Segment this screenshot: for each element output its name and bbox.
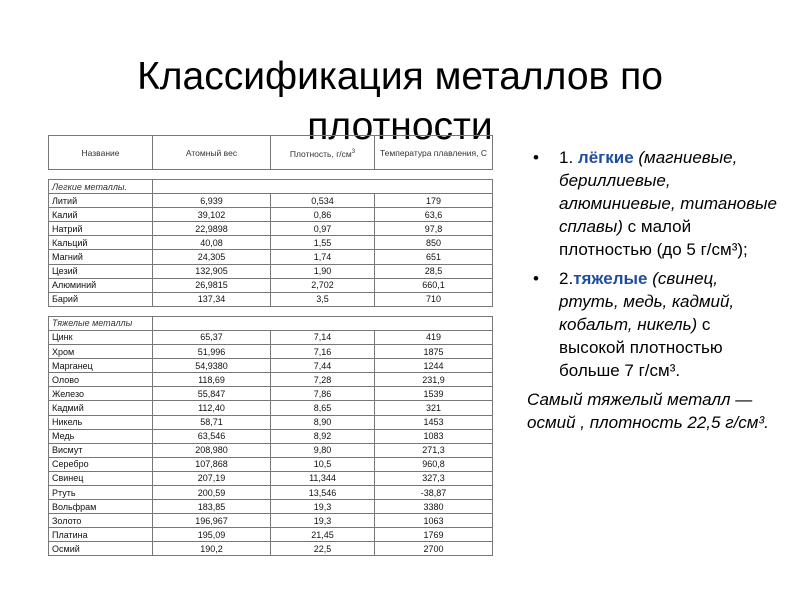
table-header-row xyxy=(49,136,493,170)
melting-point-cell: 1083 xyxy=(375,429,493,443)
table-row xyxy=(49,330,493,344)
density-cell: 7,28 xyxy=(271,373,375,387)
atomic-weight-cell: 26,9815 xyxy=(153,278,271,292)
melting-point-cell: 660,1 xyxy=(375,278,493,292)
density-cell: 8,90 xyxy=(271,415,375,429)
metal-name-cell: Платина xyxy=(49,528,153,542)
metal-name-cell: Барий xyxy=(49,292,153,306)
atomic-weight-cell: 208,980 xyxy=(153,443,271,457)
atomic-weight-cell: 39,102 xyxy=(153,208,271,222)
density-cell: 8,65 xyxy=(271,401,375,415)
melting-point-cell: 1769 xyxy=(375,528,493,542)
metal-name-cell: Алюминий xyxy=(49,278,153,292)
atomic-weight-cell: 54,9380 xyxy=(153,359,271,373)
atomic-weight-cell: 200,59 xyxy=(153,485,271,499)
table-row xyxy=(49,222,493,236)
atomic-weight-cell: 207,19 xyxy=(153,471,271,485)
melting-point-cell: 2700 xyxy=(375,542,493,556)
item-description: с высокой плотностью больше 7 г/см³. xyxy=(559,315,723,380)
table-body xyxy=(49,170,493,556)
spacer-cell xyxy=(49,306,153,316)
group-label: Тяжелые металлы xyxy=(49,316,153,330)
header-atomic-weight: Атомный вес xyxy=(153,136,271,170)
header-density-sup: 3 xyxy=(351,148,356,155)
header-density-text: Плотность, г/см xyxy=(289,148,352,159)
atomic-weight-cell: 196,967 xyxy=(153,514,271,528)
header-name: Название xyxy=(49,136,153,170)
melting-point-cell: 1539 xyxy=(375,387,493,401)
density-cell: 1,55 xyxy=(271,236,375,250)
density-cell: 0,86 xyxy=(271,208,375,222)
spacer-cell xyxy=(271,170,375,180)
metal-name-cell: Литий xyxy=(49,194,153,208)
melting-point-cell: 321 xyxy=(375,401,493,415)
density-cell: 7,14 xyxy=(271,330,375,344)
density-cell: 3,5 xyxy=(271,292,375,306)
melting-point-cell: 710 xyxy=(375,292,493,306)
table-spacer-row xyxy=(49,170,493,180)
table-row xyxy=(49,514,493,528)
density-cell: 21,45 xyxy=(271,528,375,542)
atomic-weight-cell: 107,868 xyxy=(153,457,271,471)
table-row xyxy=(49,236,493,250)
classification-list xyxy=(527,146,777,382)
melting-point-cell: 231,9 xyxy=(375,373,493,387)
item-examples: (свинец, ртуть, медь, кадмий, кобальт, никель) xyxy=(559,269,735,334)
density-table-container xyxy=(48,135,492,556)
metal-name-cell: Олово xyxy=(49,373,153,387)
spacer-cell xyxy=(153,170,271,180)
atomic-weight-cell: 190,2 xyxy=(153,542,271,556)
melting-point-cell: 271,3 xyxy=(375,443,493,457)
density-cell: 7,16 xyxy=(271,345,375,359)
density-cell: 10,5 xyxy=(271,457,375,471)
metals-density-table xyxy=(48,135,493,556)
density-cell: 11,344 xyxy=(271,471,375,485)
melting-point-cell: 97,8 xyxy=(375,222,493,236)
table-row xyxy=(49,278,493,292)
group-blank-cell xyxy=(153,180,493,194)
atomic-weight-cell: 65,37 xyxy=(153,330,271,344)
melting-point-cell: 63,6 xyxy=(375,208,493,222)
header-melting-point: Температура плавления, С xyxy=(375,136,493,170)
table-row xyxy=(49,194,493,208)
table-row xyxy=(49,208,493,222)
metal-name-cell: Хром xyxy=(49,345,153,359)
spacer-cell xyxy=(153,306,271,316)
table-group-row xyxy=(49,316,493,330)
atomic-weight-cell: 6,939 xyxy=(153,194,271,208)
item-keyword: лёгкие xyxy=(577,148,634,167)
density-cell: 13,546 xyxy=(271,485,375,499)
heaviest-metal-note xyxy=(527,388,777,434)
melting-point-cell: 419 xyxy=(375,330,493,344)
atomic-weight-cell: 137,34 xyxy=(153,292,271,306)
metal-name-cell: Цезий xyxy=(49,264,153,278)
density-cell: 19,3 xyxy=(271,514,375,528)
melting-point-cell: 1453 xyxy=(375,415,493,429)
density-cell: 19,3 xyxy=(271,500,375,514)
metal-name-cell: Калий xyxy=(49,208,153,222)
metal-name-cell: Кальций xyxy=(49,236,153,250)
atomic-weight-cell: 24,305 xyxy=(153,250,271,264)
melting-point-cell: 1063 xyxy=(375,514,493,528)
item-examples: (магниевые, бериллиевые, алюминиевые, титановые сплавы) xyxy=(559,148,777,236)
density-cell: 9,80 xyxy=(271,443,375,457)
spacer-cell xyxy=(49,170,153,180)
density-cell: 22,5 xyxy=(271,542,375,556)
heaviest-metal-note-text: Самый тяжелый металл — осмий , плотность 22,5 г/см³. xyxy=(527,390,769,432)
density-cell: 0,534 xyxy=(271,194,375,208)
density-cell: 7,44 xyxy=(271,359,375,373)
table-row xyxy=(49,485,493,499)
title-line-1: Классификация металлов по xyxy=(137,55,663,99)
density-cell: 0,97 xyxy=(271,222,375,236)
density-cell: 2,702 xyxy=(271,278,375,292)
metal-name-cell: Кадмий xyxy=(49,401,153,415)
metal-name-cell: Магний xyxy=(49,250,153,264)
melting-point-cell: 28,5 xyxy=(375,264,493,278)
item-description: с малой плотностью (до 5 г/см³); xyxy=(559,217,748,259)
melting-point-cell: 960,8 xyxy=(375,457,493,471)
table-row xyxy=(49,345,493,359)
atomic-weight-cell: 183,85 xyxy=(153,500,271,514)
atomic-weight-cell: 51,996 xyxy=(153,345,271,359)
atomic-weight-cell: 40,08 xyxy=(153,236,271,250)
metal-name-cell: Медь xyxy=(49,429,153,443)
classification-item xyxy=(527,146,777,261)
melting-point-cell: 1875 xyxy=(375,345,493,359)
table-row xyxy=(49,415,493,429)
table-row xyxy=(49,542,493,556)
spacer-cell xyxy=(375,306,493,316)
table-row xyxy=(49,528,493,542)
item-keyword: тяжелые xyxy=(573,269,648,288)
metal-name-cell: Ртуть xyxy=(49,485,153,499)
melting-point-cell: 327,3 xyxy=(375,471,493,485)
classification-text xyxy=(527,146,777,434)
metal-name-cell: Никель xyxy=(49,415,153,429)
metal-name-cell: Золото xyxy=(49,514,153,528)
table-row xyxy=(49,500,493,514)
density-cell: 1,90 xyxy=(271,264,375,278)
table-row xyxy=(49,359,493,373)
table-row xyxy=(49,387,493,401)
header-density xyxy=(271,136,375,170)
metal-name-cell: Вольфрам xyxy=(49,500,153,514)
bullet-icon: • xyxy=(533,269,539,288)
atomic-weight-cell: 55,847 xyxy=(153,387,271,401)
metal-name-cell: Висмут xyxy=(49,443,153,457)
table-row xyxy=(49,401,493,415)
table-row xyxy=(49,292,493,306)
density-cell: 1,74 xyxy=(271,250,375,264)
atomic-weight-cell: 22,9898 xyxy=(153,222,271,236)
melting-point-cell: 3380 xyxy=(375,500,493,514)
atomic-weight-cell: 63,546 xyxy=(153,429,271,443)
spacer-cell xyxy=(271,306,375,316)
melting-point-cell: 850 xyxy=(375,236,493,250)
metal-name-cell: Серебро xyxy=(49,457,153,471)
table-row xyxy=(49,457,493,471)
item-number: 2. xyxy=(559,269,574,288)
melting-point-cell: 179 xyxy=(375,194,493,208)
table-row xyxy=(49,250,493,264)
group-blank-cell xyxy=(153,316,493,330)
table-row xyxy=(49,264,493,278)
table-row xyxy=(49,443,493,457)
metal-name-cell: Цинк xyxy=(49,330,153,344)
table-row xyxy=(49,373,493,387)
metal-name-cell: Осмий xyxy=(49,542,153,556)
density-cell: 8,92 xyxy=(271,429,375,443)
title-line-2: плотности xyxy=(307,105,493,149)
classification-item xyxy=(527,267,777,382)
atomic-weight-cell: 118,69 xyxy=(153,373,271,387)
atomic-weight-cell: 195,09 xyxy=(153,528,271,542)
spacer-cell xyxy=(375,170,493,180)
item-number: 1. xyxy=(559,148,578,167)
melting-point-cell: 651 xyxy=(375,250,493,264)
atomic-weight-cell: 132,905 xyxy=(153,264,271,278)
bullet-icon: • xyxy=(533,148,539,167)
melting-point-cell: -38,87 xyxy=(375,485,493,499)
melting-point-cell: 1244 xyxy=(375,359,493,373)
atomic-weight-cell: 58,71 xyxy=(153,415,271,429)
table-spacer-row xyxy=(49,306,493,316)
table-row xyxy=(49,471,493,485)
density-cell: 7,86 xyxy=(271,387,375,401)
metal-name-cell: Марганец xyxy=(49,359,153,373)
atomic-weight-cell: 112,40 xyxy=(153,401,271,415)
group-label: Легкие металлы. xyxy=(49,180,153,194)
metal-name-cell: Железо xyxy=(49,387,153,401)
table-group-row xyxy=(49,180,493,194)
table-row xyxy=(49,429,493,443)
metal-name-cell: Свинец xyxy=(49,471,153,485)
metal-name-cell: Натрий xyxy=(49,222,153,236)
